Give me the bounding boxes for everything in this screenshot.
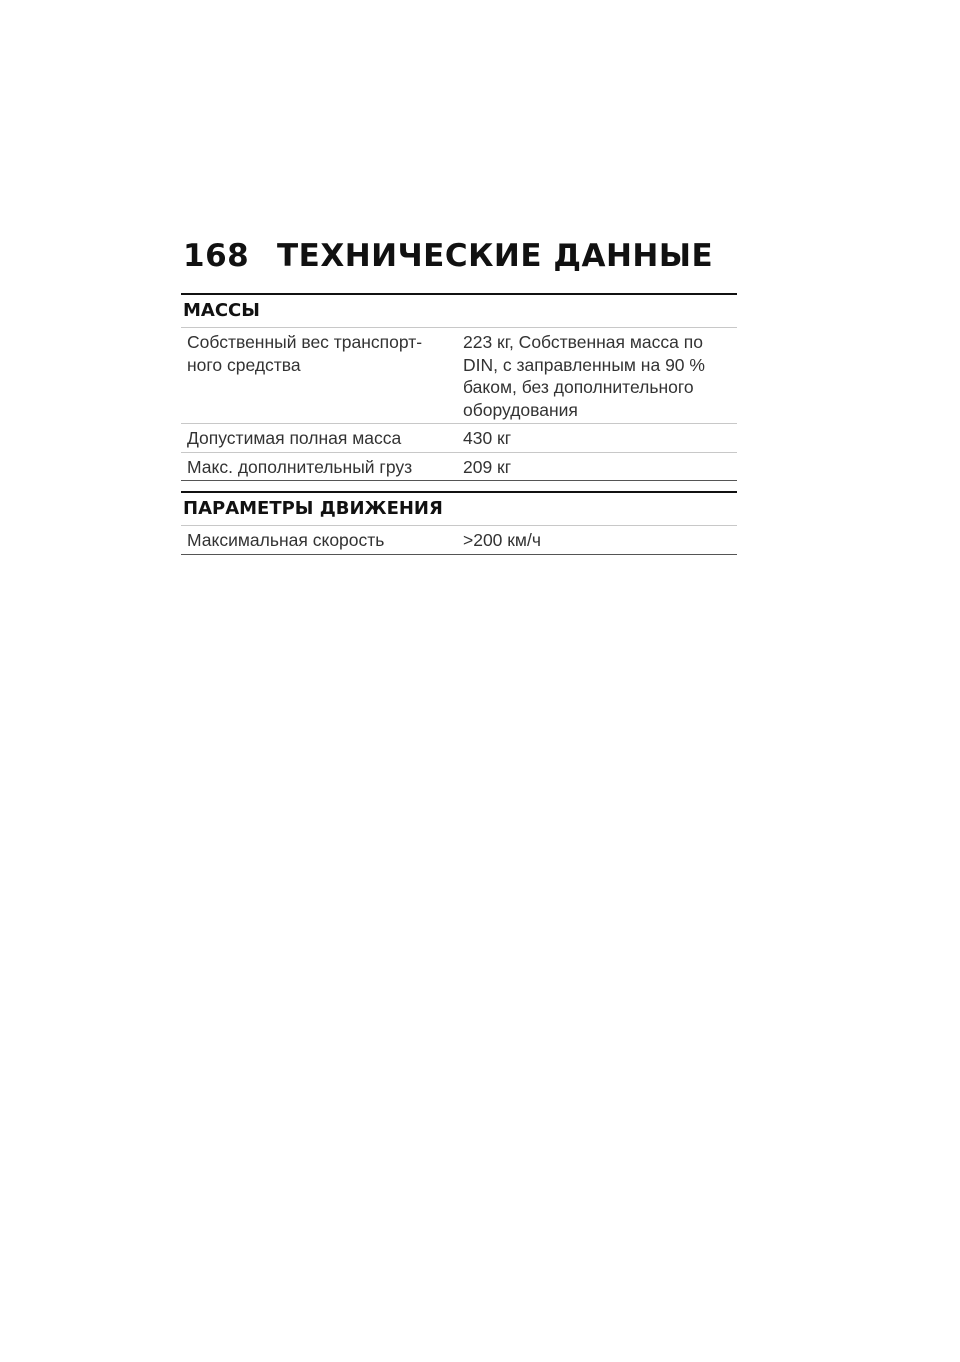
table-row xyxy=(181,452,737,481)
section-masses xyxy=(181,293,737,481)
spec-table xyxy=(181,525,737,555)
page-number: 168 xyxy=(183,238,250,274)
section-driving-parameters xyxy=(181,491,737,555)
spec-label: Макс. дополнительный груз xyxy=(181,452,457,481)
spec-value: 209 кг xyxy=(457,452,737,481)
spec-value: 430 кг xyxy=(457,424,737,453)
spec-table xyxy=(181,327,737,481)
table-row xyxy=(181,328,737,424)
section-title: ПАРАМЕТРЫ ДВИЖЕНИЯ xyxy=(183,498,443,519)
section-title: МАССЫ xyxy=(183,300,260,321)
spec-value: 223 кг, Собственная масса по DIN, с заправленным на 90 % баком, без дополнительного оборудования xyxy=(457,328,737,424)
spec-value: >200 км/ч xyxy=(457,526,737,555)
table-row xyxy=(181,424,737,453)
spec-label: Допустимая полная масса xyxy=(181,424,457,453)
spec-label: Собственный вес транспорт- ного средства xyxy=(181,328,457,424)
chapter-title: ТЕХНИЧЕСКИЕ ДАННЫЕ xyxy=(277,238,714,274)
spec-label: Максимальная скорость xyxy=(181,526,457,555)
table-row xyxy=(181,526,737,555)
page-heading xyxy=(183,238,713,274)
